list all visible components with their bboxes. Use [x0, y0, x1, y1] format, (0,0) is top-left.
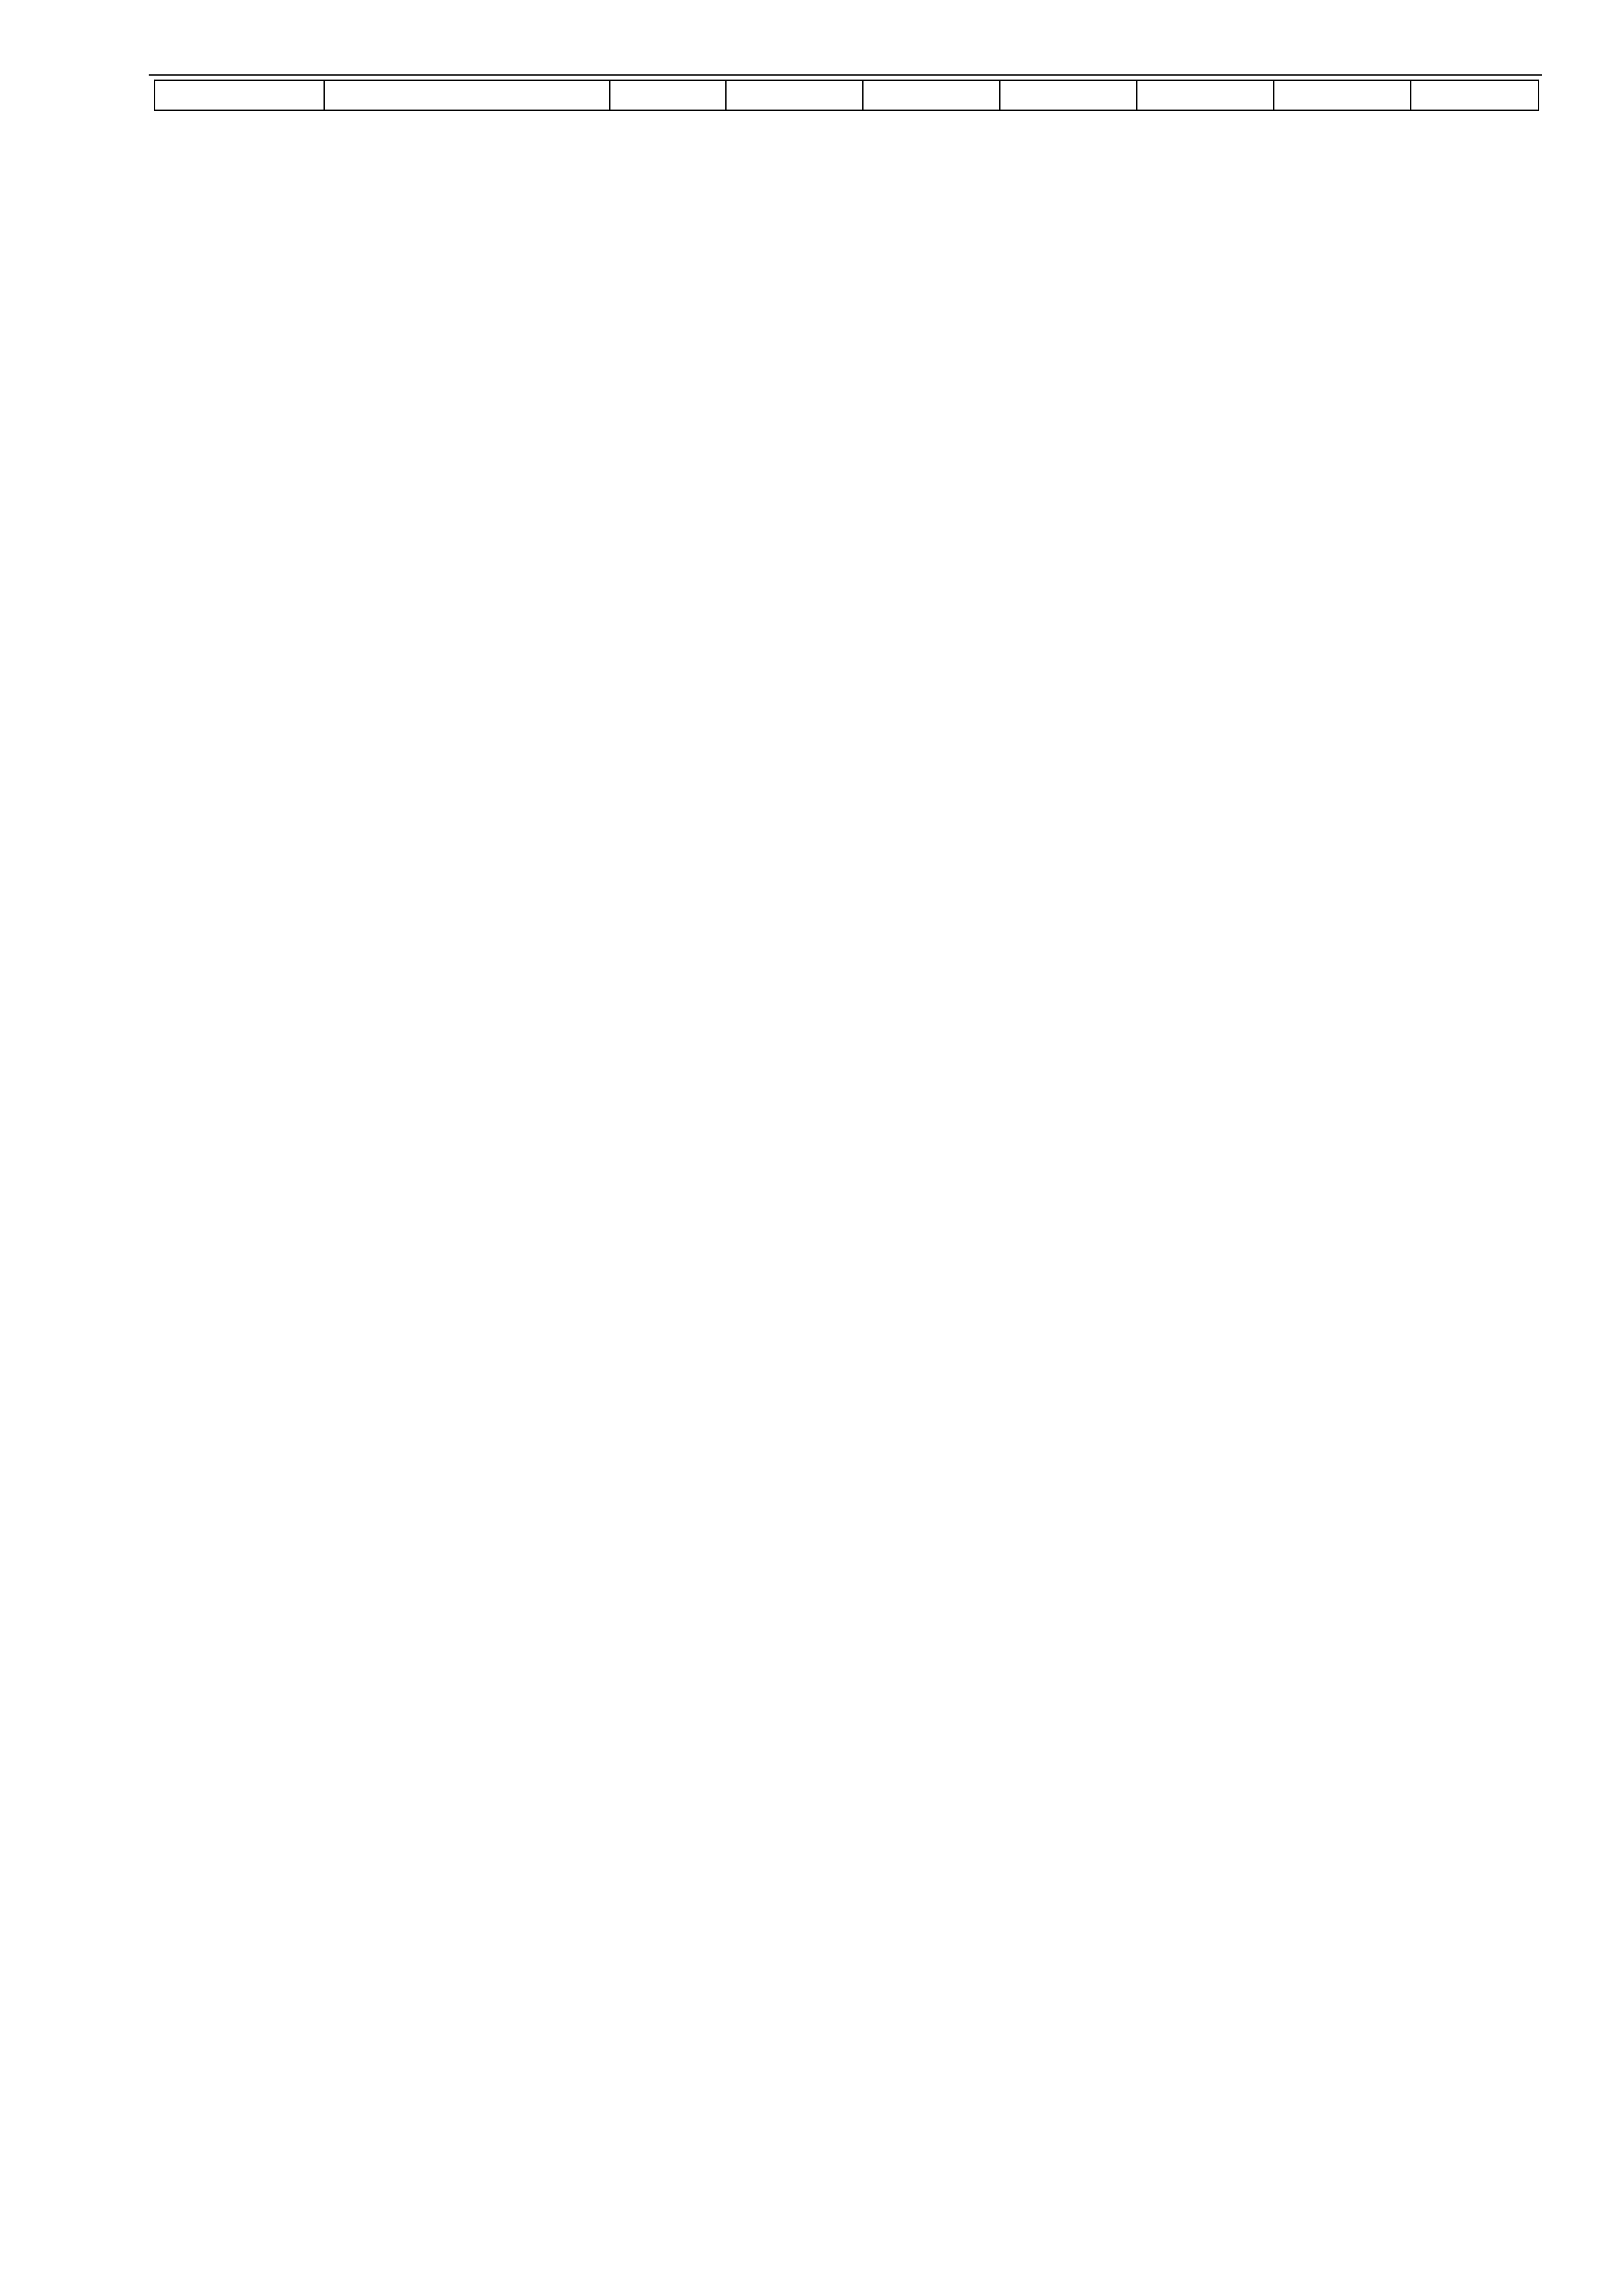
column-number: [1274, 80, 1411, 110]
column-number-row: [155, 80, 1539, 110]
column-number: [1411, 80, 1539, 110]
column-number: [155, 80, 324, 110]
column-number: [324, 80, 610, 110]
column-number: [726, 80, 863, 110]
column-number: [610, 80, 726, 110]
document-header: [154, 37, 1539, 70]
price-table-page: [154, 80, 1538, 111]
price-table: [154, 80, 1539, 111]
header-rule: [149, 74, 1542, 76]
column-number: [1137, 80, 1274, 110]
column-number: [863, 80, 1000, 110]
column-number: [1000, 80, 1137, 110]
